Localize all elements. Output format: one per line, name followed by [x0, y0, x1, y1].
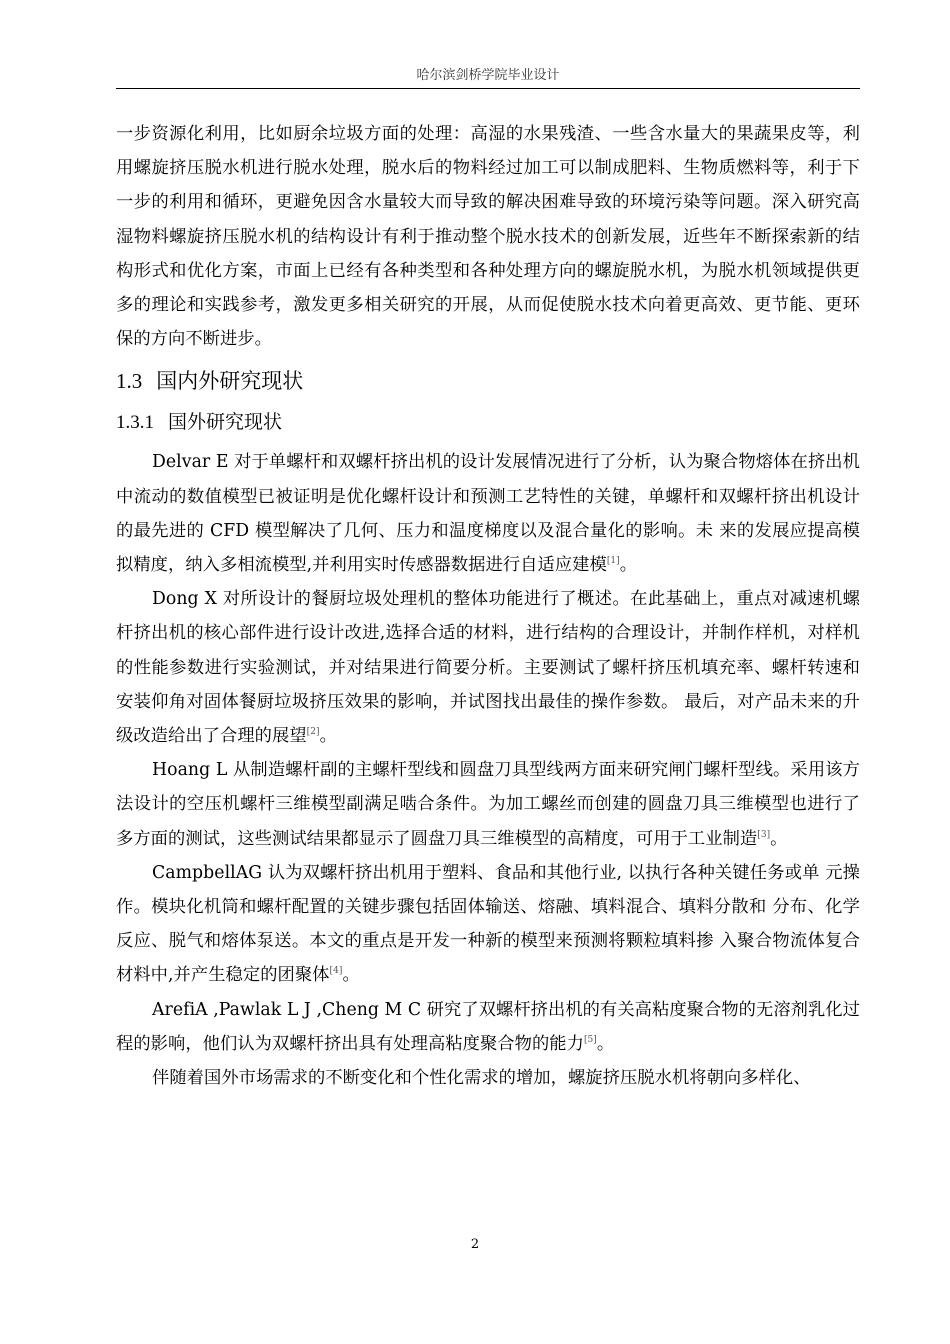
paragraph-dong: Dong X 对所设计的餐厨垃圾处理机的整体功能进行了概述。在此基础上，重点对减速机螺杆挤出机的核心部件进行设计改进,选择合适的材料，进行结构的合理设计，并制作样机，对样机的性能参数进行实验测试，并对结果进行简要分析。主要测试了螺杆挤压机填充率、螺杆转速和安装仰角对固体餐厨垃圾挤压效果的影响，并试图找出最佳的操作参数。 最后，对产品未来的升级改造给出了合理的展望[2]。 — [116, 589, 860, 747]
header-rule — [116, 88, 860, 89]
page-header: 哈尔滨剑桥学院毕业设计 — [416, 68, 560, 83]
section-heading-1-3 — [116, 362, 860, 400]
citation-ref: [5] — [583, 1034, 597, 1045]
section-title: 国内外研究现状 — [156, 369, 304, 394]
citation-ref: [4] — [329, 966, 343, 977]
paragraph-trend: 伴随着国外市场需求的不断变化和个性化需求的增加，螺旋挤压脱水机将朝向多样化、 — [152, 1068, 811, 1089]
paragraph-intro: 一步资源化利用，比如厨余垃圾方面的处理：高湿的水果残渣、一些含水量大的果蔬果皮等，利用螺旋挤压脱水机进行脱水处理，脱水后的物料经过加工可以制成肥料、生物质燃料等，利于下一步的利用和循环，更避免因含水量较大而导致的解决困难导致的环境污染等问题。深入研究高湿物料螺旋挤压脱水机的结构设计有利于推动整个脱水技术的创新发展，近些年不断探索新的结构形式和优化方案，市面上已经有各种类型和各种处理方向的螺旋脱水机，为脱水机领域提供更多的理论和实践参考，激发更多相关研究的开展，从而促使脱水技术向着更高效、更节能、更环保的方向不断进步。 — [116, 124, 860, 350]
citation-ref: [1] — [606, 556, 620, 567]
subsection-number: 1.3.1 — [116, 412, 154, 434]
paragraph-delvar: Delvar E 对于单螺杆和双螺杆挤出机的设计发展情况进行了分析，认为聚合物熔体在挤出机中流动的数值模型已被证明是优化螺杆设计和预测工艺特性的关键，单螺杆和双螺杆挤出机设计的最先进的 CFD 模型解决了几何、压力和温度梯度以及混合量化的影响。未 来的发展应提高模拟精度，纳入多相流模型,并利用实时传感器数据进行自适应建模[1]。 — [116, 452, 860, 576]
page-number: 2 — [470, 1237, 480, 1252]
paragraph-campbell: CampbellAG 认为双螺杆挤出机用于塑料、食品和其他行业, 以执行各种关键任务或单 元操作。模块化机筒和螺杆配置的关键步骤包括固体输送、熔融、填料混合、填料分散和 分布、化学反应、脱气和熔体泵送。本文的重点是开发一种新的模型来预测将颗粒填料掺 入聚合物流体复合材料中,并产生稳定的团聚体[4]。 — [116, 862, 860, 986]
subsection-title: 国外研究现状 — [168, 411, 283, 434]
section-number: 1.3 — [116, 369, 143, 394]
paragraph-hoang: Hoang L 从制造螺杆副的主螺杆型线和圆盘刀具型线两方面来研究闸门螺杆型线。采用该方法设计的空压机螺杆三维模型副满足啮合条件。为加工螺丝而创建的圆盘刀具三维模型也进行了多方面的测试，这些测试结果都显示了圆盘刀具三维模型的高精度，可用于工业制造[3]。 — [116, 760, 860, 849]
paragraph-arefi: ArefiA ,Pawlak L J ,Cheng M C 研究了双螺杆挤出机的有关高粘度聚合物的无溶剂乳化过程的影响，他们认为双螺杆挤出具有处理高粘度聚合物的能力[5]。 — [116, 999, 860, 1054]
subsection-heading-1-3-1 — [116, 404, 860, 441]
citation-ref: [3] — [757, 829, 771, 840]
document-body — [116, 117, 860, 1095]
citation-ref: [2] — [306, 727, 320, 738]
